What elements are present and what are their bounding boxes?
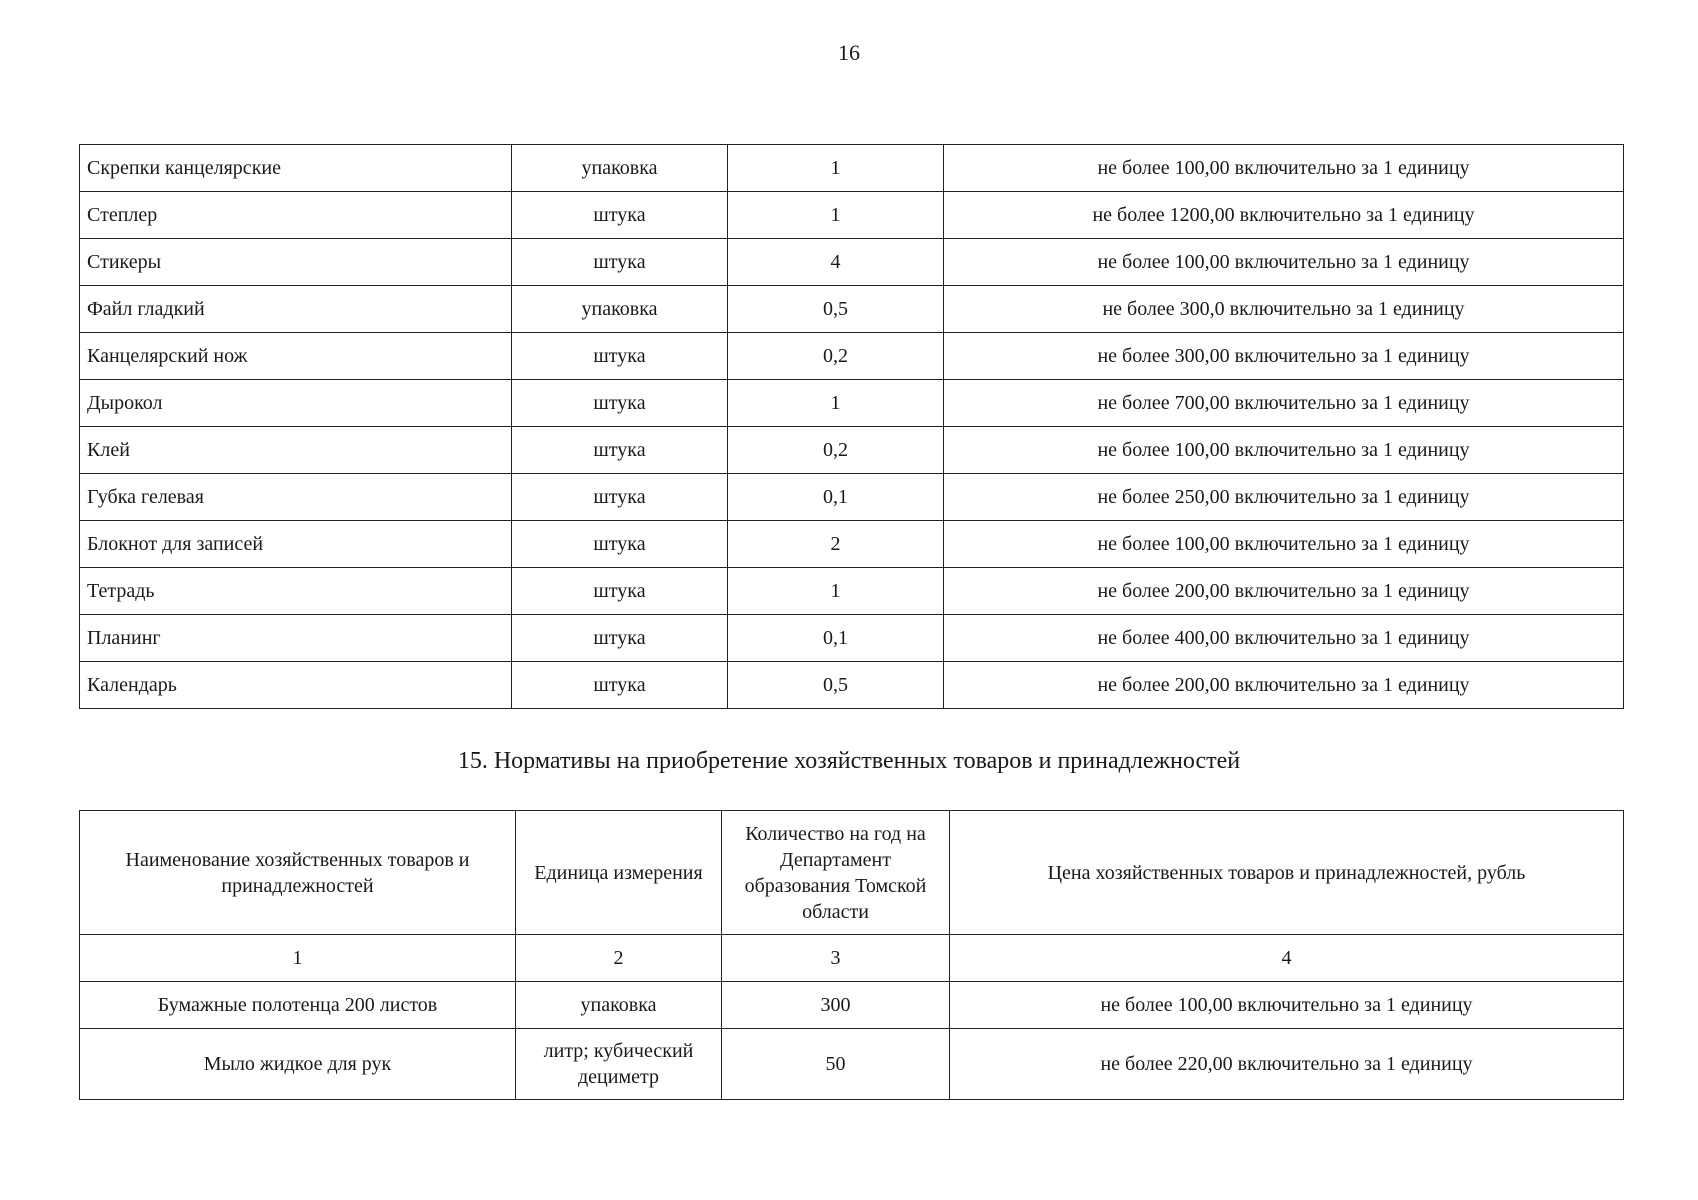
item-name: Мыло жидкое для рук bbox=[80, 1029, 516, 1100]
item-price: не более 100,00 включительно за 1 единицу bbox=[944, 239, 1624, 286]
item-price: не более 300,00 включительно за 1 единицу bbox=[944, 333, 1624, 380]
item-unit: штука bbox=[512, 427, 728, 474]
header-price: Цена хозяйственных товаров и принадлежностей, рубль bbox=[950, 811, 1624, 935]
item-quantity: 4 bbox=[728, 239, 944, 286]
item-price: не более 300,0 включительно за 1 единицу bbox=[944, 286, 1624, 333]
item-quantity: 0,1 bbox=[728, 474, 944, 521]
item-quantity: 0,5 bbox=[728, 662, 944, 709]
table-row bbox=[80, 192, 1624, 239]
item-quantity: 1 bbox=[728, 568, 944, 615]
item-price: не более 250,00 включительно за 1 единицу bbox=[944, 474, 1624, 521]
table-row bbox=[80, 380, 1624, 427]
item-name: Дырокол bbox=[80, 380, 512, 427]
item-unit: штука bbox=[512, 380, 728, 427]
item-quantity: 0,2 bbox=[728, 333, 944, 380]
column-number: 1 bbox=[80, 935, 516, 982]
item-price: не более 100,00 включительно за 1 единицу bbox=[950, 982, 1624, 1029]
column-number: 3 bbox=[722, 935, 950, 982]
item-unit: литр; кубический дециметр bbox=[516, 1029, 722, 1100]
table-row bbox=[80, 982, 1624, 1029]
item-price: не более 100,00 включительно за 1 единицу bbox=[944, 521, 1624, 568]
item-name: Скрепки канцелярские bbox=[80, 145, 512, 192]
header-unit: Единица измерения bbox=[516, 811, 722, 935]
office-supplies-table bbox=[79, 144, 1624, 709]
item-unit: штука bbox=[512, 662, 728, 709]
item-quantity: 0,2 bbox=[728, 427, 944, 474]
column-number-row bbox=[80, 935, 1624, 982]
item-quantity: 0,5 bbox=[728, 286, 944, 333]
item-name: Планинг bbox=[80, 615, 512, 662]
item-quantity: 300 bbox=[722, 982, 950, 1029]
item-unit: упаковка bbox=[512, 286, 728, 333]
page-number: 16 bbox=[838, 40, 860, 65]
item-price: не более 100,00 включительно за 1 единицу bbox=[944, 427, 1624, 474]
item-unit: штука bbox=[512, 521, 728, 568]
item-unit: штука bbox=[512, 239, 728, 286]
item-price: не более 200,00 включительно за 1 единицу bbox=[944, 568, 1624, 615]
item-name: Тетрадь bbox=[80, 568, 512, 615]
item-unit: штука bbox=[512, 333, 728, 380]
item-unit: штука bbox=[512, 474, 728, 521]
table-header-row bbox=[80, 811, 1624, 935]
item-quantity: 1 bbox=[728, 380, 944, 427]
item-price: не более 200,00 включительно за 1 единицу bbox=[944, 662, 1624, 709]
item-name: Бумажные полотенца 200 листов bbox=[80, 982, 516, 1029]
table-row bbox=[80, 1029, 1624, 1100]
section-title: 15. Нормативы на приобретение хозяйственных товаров и принадлежностей bbox=[457, 748, 1241, 774]
item-unit: штука bbox=[512, 192, 728, 239]
item-name: Календарь bbox=[80, 662, 512, 709]
item-price: не более 1200,00 включительно за 1 единицу bbox=[944, 192, 1624, 239]
item-price: не более 100,00 включительно за 1 единицу bbox=[944, 145, 1624, 192]
column-number: 4 bbox=[950, 935, 1624, 982]
item-quantity: 50 bbox=[722, 1029, 950, 1100]
column-number: 2 bbox=[516, 935, 722, 982]
table-row bbox=[80, 333, 1624, 380]
item-unit: упаковка bbox=[516, 982, 722, 1029]
item-unit: штука bbox=[512, 615, 728, 662]
header-name: Наименование хозяйственных товаров и принадлежностей bbox=[80, 811, 516, 935]
table-row bbox=[80, 427, 1624, 474]
item-unit: штука bbox=[512, 568, 728, 615]
item-quantity: 1 bbox=[728, 145, 944, 192]
table-row bbox=[80, 239, 1624, 286]
item-name: Клей bbox=[80, 427, 512, 474]
household-goods-table bbox=[79, 810, 1624, 1100]
table-row bbox=[80, 615, 1624, 662]
table-row bbox=[80, 145, 1624, 192]
item-name: Файл гладкий bbox=[80, 286, 512, 333]
item-quantity: 0,1 bbox=[728, 615, 944, 662]
item-name: Канцелярский нож bbox=[80, 333, 512, 380]
table-row bbox=[80, 521, 1624, 568]
table-row bbox=[80, 286, 1624, 333]
item-price: не более 400,00 включительно за 1 единицу bbox=[944, 615, 1624, 662]
item-price: не более 700,00 включительно за 1 единицу bbox=[944, 380, 1624, 427]
item-unit: упаковка bbox=[512, 145, 728, 192]
item-name: Степлер bbox=[80, 192, 512, 239]
item-name: Блокнот для записей bbox=[80, 521, 512, 568]
table-row bbox=[80, 662, 1624, 709]
item-name: Стикеры bbox=[80, 239, 512, 286]
item-quantity: 1 bbox=[728, 192, 944, 239]
header-quantity: Количество на год на Департамент образования Томской области bbox=[722, 811, 950, 935]
item-quantity: 2 bbox=[728, 521, 944, 568]
item-name: Губка гелевая bbox=[80, 474, 512, 521]
table-row bbox=[80, 474, 1624, 521]
table-row bbox=[80, 568, 1624, 615]
item-price: не более 220,00 включительно за 1 единицу bbox=[950, 1029, 1624, 1100]
